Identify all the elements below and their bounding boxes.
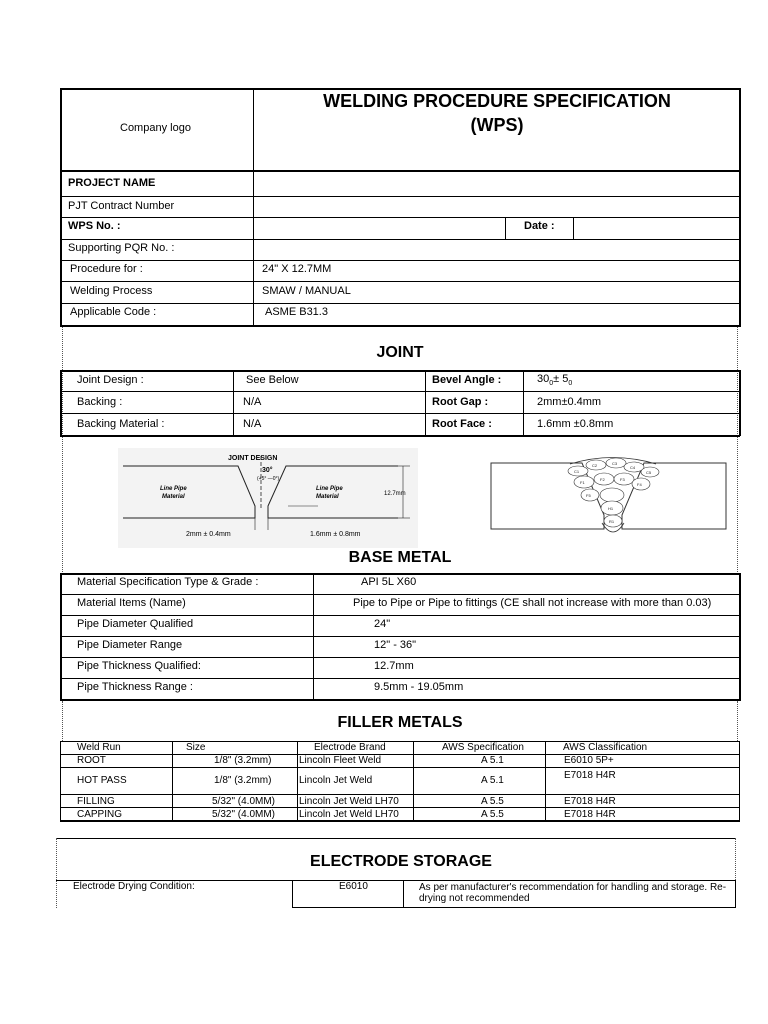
backing-material-value: N/A bbox=[243, 418, 262, 430]
bead-label: C2 bbox=[592, 463, 598, 468]
filler-spec: A 5.5 bbox=[481, 809, 504, 820]
bead-label: F1 bbox=[580, 480, 585, 485]
filler-class: E7018 H4R bbox=[564, 796, 616, 807]
drawing-face-dimension: 1.6mm ± 0.8mm bbox=[310, 531, 361, 538]
bevel-angle-tolerance: ± 5 bbox=[553, 373, 569, 385]
drawing-gap-dimension: 2mm ± 0.4mm bbox=[186, 531, 231, 538]
joint-design-drawing bbox=[118, 448, 418, 548]
drawing-thickness: 12.7mm bbox=[384, 491, 406, 497]
joint-col-divider bbox=[425, 370, 426, 436]
filler-size: 1/8" (3.2mm) bbox=[214, 775, 272, 786]
base-metal-value: 24" bbox=[374, 618, 391, 630]
backing-label: Backing : bbox=[77, 396, 123, 408]
drawing-left-material-line2: Material bbox=[162, 494, 185, 500]
bead-label: F2 bbox=[600, 477, 605, 482]
filler-spec: A 5.1 bbox=[481, 775, 504, 786]
filler-bottom-border bbox=[60, 820, 740, 822]
contract-number-label: PJT Contract Number bbox=[68, 200, 175, 212]
filler-brand: Lincoln Jet Weld bbox=[299, 775, 373, 786]
bevel-angle-sub: 0 bbox=[568, 380, 573, 388]
bead-label: F5 bbox=[586, 493, 591, 498]
bead-label: C3 bbox=[612, 461, 618, 466]
document-title: WELDING PROCEDURE SPECIFICATION bbox=[323, 91, 671, 111]
project-row-line bbox=[60, 281, 740, 282]
header-bottom-border bbox=[60, 170, 740, 172]
base-metal-label: Material Items (Name) bbox=[77, 597, 186, 609]
company-logo-placeholder: Company logo bbox=[120, 122, 191, 134]
storage-frame-left bbox=[56, 838, 57, 908]
code-value: ASME B31.3 bbox=[265, 306, 328, 318]
filler-header-spec: AWS Specification bbox=[442, 742, 524, 753]
base-bottom-border bbox=[60, 699, 740, 701]
joint-top-border bbox=[60, 370, 740, 372]
filler-class: E7018 H4R bbox=[564, 809, 616, 820]
joint-row-line bbox=[60, 391, 740, 392]
joint-col-divider bbox=[233, 370, 234, 436]
procedure-label: Procedure for : bbox=[70, 263, 143, 275]
base-row-line bbox=[60, 678, 740, 679]
bead-label: C1 bbox=[574, 469, 580, 474]
base-metal-value: 12" - 36" bbox=[374, 639, 417, 651]
base-right-border bbox=[739, 573, 741, 701]
drawing-right-material-line1: Line Pipe bbox=[316, 486, 343, 492]
drying-note-line2: drying not recommended bbox=[419, 893, 530, 904]
bead-label: R1 bbox=[609, 519, 615, 524]
code-label: Applicable Code : bbox=[70, 306, 157, 318]
drawing-title: JOINT DESIGN bbox=[228, 455, 278, 462]
base-row-line bbox=[60, 594, 740, 595]
base-metal-label: Pipe Diameter Range bbox=[77, 639, 183, 651]
storage-table-bottom bbox=[292, 907, 736, 908]
root-gap-label: Root Gap : bbox=[432, 396, 489, 408]
filler-size: 5/32" (4.0MM) bbox=[212, 796, 276, 807]
project-row-line bbox=[60, 239, 740, 240]
joint-left-border bbox=[60, 370, 62, 436]
filler-header-run: Weld Run bbox=[77, 742, 121, 753]
wps-no-label: WPS No. : bbox=[68, 220, 121, 232]
bead-label: F3 bbox=[620, 477, 625, 482]
filler-col-divider bbox=[172, 741, 173, 822]
base-top-border bbox=[60, 573, 740, 575]
joint-section-title: JOINT bbox=[376, 344, 424, 361]
filler-row-line bbox=[60, 754, 740, 755]
drawing-right-material-line2: Material bbox=[316, 494, 339, 500]
project-row-line bbox=[60, 196, 740, 197]
project-name-label: PROJECT NAME bbox=[68, 177, 156, 189]
filler-run: ROOT bbox=[77, 755, 106, 766]
filler-col-divider bbox=[297, 741, 298, 822]
filler-row-line bbox=[60, 767, 740, 768]
filler-brand: Lincoln Fleet Weld bbox=[299, 755, 382, 766]
base-col-divider bbox=[313, 573, 314, 701]
bevel-angle-main: 30 bbox=[537, 373, 550, 385]
drying-note-line1: As per manufacturer's recommendation for handling and storage. Re- bbox=[419, 882, 727, 893]
root-face-label: Root Face : bbox=[432, 418, 492, 430]
drawing-angle-tolerance: (+5° —0°) bbox=[257, 476, 280, 482]
filler-col-divider bbox=[545, 741, 546, 822]
backing-value: N/A bbox=[243, 396, 262, 408]
header-left-border bbox=[60, 88, 62, 170]
base-metal-label: Pipe Diameter Qualified bbox=[77, 618, 194, 630]
base-row-line bbox=[60, 657, 740, 658]
bead-label: C5 bbox=[646, 470, 652, 475]
base-metal-section-title: BASE METAL bbox=[348, 549, 452, 566]
filler-run: CAPPING bbox=[77, 809, 123, 820]
drying-electrode: E6010 bbox=[339, 881, 368, 892]
project-bottom-border bbox=[60, 325, 740, 327]
process-label: Welding Process bbox=[70, 285, 153, 297]
bead-label: C4 bbox=[630, 465, 636, 470]
filler-class: E7018 H4R bbox=[564, 770, 616, 781]
base-metal-label: Material Specification Type & Grade : bbox=[77, 576, 259, 588]
date-value-divider bbox=[573, 217, 574, 239]
bead-f6 bbox=[600, 488, 624, 502]
filler-left-border bbox=[60, 741, 61, 822]
procedure-value: 24" X 12.7MM bbox=[262, 263, 332, 275]
process-value: SMAW / MANUAL bbox=[262, 285, 351, 297]
base-row-line bbox=[60, 615, 740, 616]
filler-spec: A 5.1 bbox=[481, 755, 504, 766]
bead-sequence-drawing bbox=[486, 455, 736, 545]
storage-right-border bbox=[735, 880, 736, 908]
bevel-angle-sub: 0 bbox=[549, 380, 554, 388]
bead-right-plate bbox=[622, 463, 726, 529]
date-label: Date : bbox=[524, 220, 555, 232]
joint-col-divider bbox=[523, 370, 524, 436]
base-metal-value: API 5L X60 bbox=[361, 576, 417, 588]
wps-date-divider bbox=[505, 217, 506, 239]
electrode-storage-section-title: ELECTRODE STORAGE bbox=[310, 853, 492, 870]
storage-col-divider bbox=[403, 880, 404, 908]
joint-design-value: See Below bbox=[246, 374, 299, 386]
root-face-value: 1.6mm ±0.8mm bbox=[537, 418, 614, 430]
dotted-frame-right bbox=[737, 327, 738, 572]
filler-right-border bbox=[739, 741, 740, 822]
dotted-frame-left bbox=[62, 327, 63, 572]
drawing-angle: 30° bbox=[262, 467, 273, 474]
filler-row-line bbox=[60, 807, 740, 808]
base-metal-label: Pipe Thickness Qualified: bbox=[77, 660, 201, 672]
filler-header-size: Size bbox=[186, 742, 206, 753]
joint-right-border bbox=[739, 370, 741, 436]
filler-size: 1/8" (3.2mm) bbox=[214, 755, 272, 766]
bevel-angle-value bbox=[537, 373, 572, 390]
filler-brand: Lincoln Jet Weld LH70 bbox=[299, 796, 399, 807]
filler-metals-section-title: FILLER METALS bbox=[337, 714, 463, 731]
drawing-left-material-line1: Line Pipe bbox=[160, 486, 187, 492]
project-row-line bbox=[60, 303, 740, 304]
pqr-label: Supporting PQR No. : bbox=[68, 242, 175, 254]
drying-condition-label: Electrode Drying Condition: bbox=[73, 881, 195, 892]
base-metal-value: Pipe to Pipe or Pipe to fittings (CE shall not increase with more than 0.03) bbox=[353, 597, 712, 609]
base-left-border bbox=[60, 573, 62, 701]
bevel-angle-label: Bevel Angle : bbox=[432, 374, 502, 386]
bead-label: H1 bbox=[608, 506, 614, 511]
joint-bottom-border bbox=[60, 435, 740, 437]
filler-run: FILLING bbox=[77, 796, 115, 807]
base-metal-label: Pipe Thickness Range : bbox=[77, 681, 193, 693]
filler-class: E6010 5P+ bbox=[564, 755, 614, 766]
project-row-line bbox=[60, 217, 740, 218]
storage-top-border bbox=[56, 838, 736, 839]
filler-spec: A 5.5 bbox=[481, 796, 504, 807]
joint-design-label: Joint Design : bbox=[77, 374, 144, 386]
document-subtitle: (WPS) bbox=[470, 115, 524, 135]
filler-row-line bbox=[60, 794, 740, 795]
joint-row-line bbox=[60, 413, 740, 414]
project-row-line bbox=[60, 260, 740, 261]
backing-material-label: Backing Material : bbox=[77, 418, 165, 430]
base-row-line bbox=[60, 636, 740, 637]
filler-header-class: AWS Classification bbox=[563, 742, 648, 753]
filler-run: HOT PASS bbox=[77, 775, 127, 786]
filler-brand: Lincoln Jet Weld LH70 bbox=[299, 809, 399, 820]
filler-header-brand: Electrode Brand bbox=[314, 742, 386, 753]
filler-size: 5/32" (4.0MM) bbox=[212, 809, 276, 820]
storage-col-divider bbox=[292, 880, 293, 908]
base-metal-value: 12.7mm bbox=[374, 660, 414, 672]
bead-label: F4 bbox=[637, 482, 642, 487]
root-gap-value: 2mm±0.4mm bbox=[537, 396, 602, 408]
filler-col-divider bbox=[413, 741, 414, 822]
base-metal-value: 9.5mm - 19.05mm bbox=[374, 681, 464, 693]
